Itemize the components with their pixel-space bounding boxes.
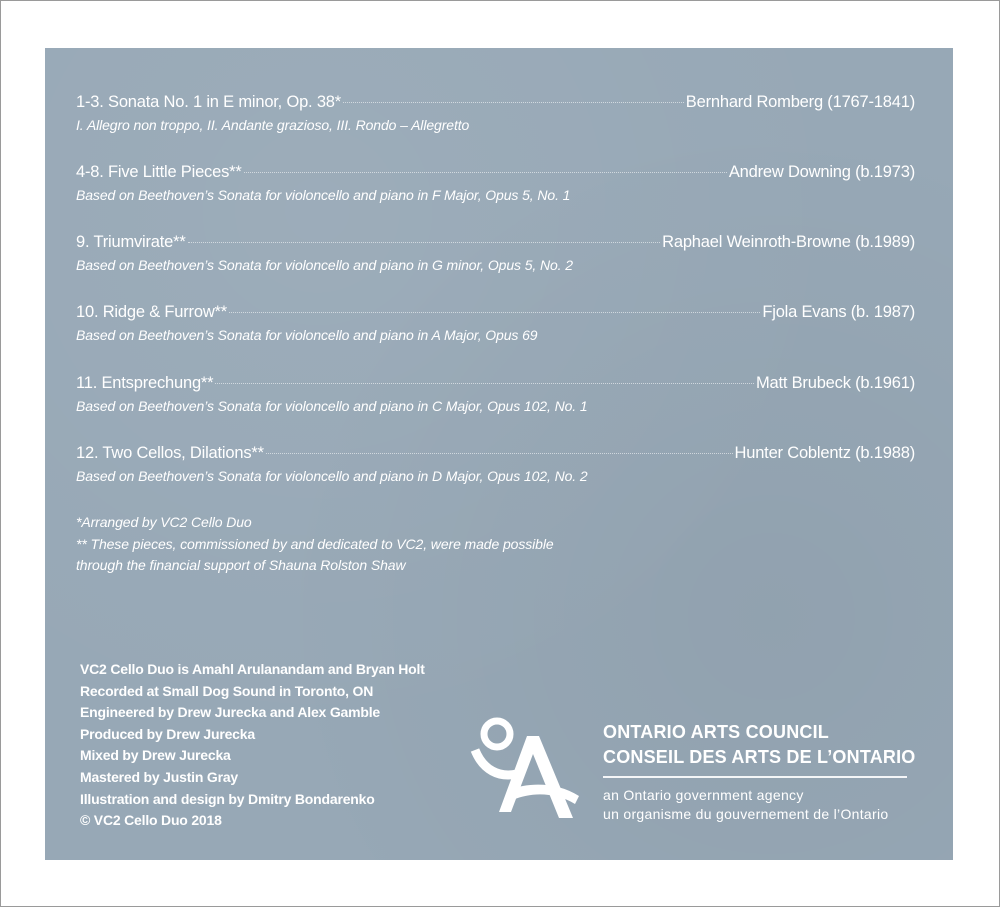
oac-name-en: ONTARIO ARTS COUNCIL xyxy=(603,722,829,742)
dot-leader xyxy=(244,172,727,173)
footnotes xyxy=(76,512,554,577)
credit-line: Illustration and design by Dmitry Bondarenko xyxy=(80,790,375,807)
track-entry xyxy=(76,93,915,133)
track-title: 9. Triumvirate** xyxy=(76,233,186,251)
credit-line: Engineered by Drew Jurecka and Alex Gamble xyxy=(80,704,380,721)
credit-line: © VC2 Cello Duo 2018 xyxy=(80,812,222,829)
footnote-commissioned-cont: through the financial support of Shauna Rolston Shaw xyxy=(76,557,406,573)
footnote-arranged: *Arranged by VC2 Cello Duo xyxy=(76,514,252,530)
track-note: I. Allegro non troppo, II. Andante grazioso, III. Rondo – Allegretto xyxy=(76,117,470,133)
track-title: 12. Two Cellos, Dilations** xyxy=(76,444,264,462)
track-entry xyxy=(76,303,915,343)
track-composer: Matt Brubeck (b.1961) xyxy=(755,374,915,392)
dot-leader xyxy=(266,453,733,454)
credit-line: Recorded at Small Dog Sound in Toronto, ON xyxy=(80,682,374,699)
credit-line: VC2 Cello Duo is Amahl Arulanandam and Bryan Holt xyxy=(80,661,425,677)
dot-leader xyxy=(215,383,754,384)
oac-agency-fr: un organisme du gouvernement de l’Ontario xyxy=(603,805,889,822)
track-composer: Raphael Weinroth-Browne (b.1989) xyxy=(662,233,915,251)
track-entry xyxy=(76,444,915,484)
track-title: 10. Ridge & Furrow** xyxy=(76,303,227,321)
track-title: 4-8. Five Little Pieces** xyxy=(76,163,242,181)
back-cover-panel xyxy=(45,48,953,860)
track-note: Based on Beethoven’s Sonata for violoncello and piano in F Major, Opus 5, No. 1 xyxy=(76,187,571,203)
track-composer: Hunter Coblentz (b.1988) xyxy=(734,444,915,462)
credit-line: Mastered by Justin Gray xyxy=(80,768,239,785)
track-title: 1-3. Sonata No. 1 in E minor, Op. 38* xyxy=(76,93,342,111)
track-composer: Bernhard Romberg (1767-1841) xyxy=(685,93,915,111)
track-title: 11. Entsprechung** xyxy=(76,374,214,392)
track-note: Based on Beethoven’s Sonata for violoncello and piano in A Major, Opus 69 xyxy=(76,327,538,343)
track-entry xyxy=(76,163,915,203)
dot-leader xyxy=(343,102,684,103)
track-entry xyxy=(76,233,915,273)
track-composer: Fjola Evans (b. 1987) xyxy=(762,303,915,321)
track-note: Based on Beethoven’s Sonata for violoncello and piano in D Major, Opus 102, No. 2 xyxy=(76,468,588,484)
credit-line: Mixed by Drew Jurecka xyxy=(80,747,231,764)
credit-line: Produced by Drew Jurecka xyxy=(80,725,255,742)
dot-leader xyxy=(188,242,661,243)
credits-list xyxy=(80,659,425,832)
track-composer: Andrew Downing (b.1973) xyxy=(728,163,915,181)
oac-agency-en: an Ontario government agency xyxy=(603,786,804,803)
track-entry xyxy=(76,374,915,414)
dot-leader xyxy=(229,312,760,313)
oac-name-fr: CONSEIL DES ARTS DE L’ONTARIO xyxy=(603,747,916,767)
oac-logo-icon xyxy=(469,708,589,828)
track-note: Based on Beethoven’s Sonata for violoncello and piano in G minor, Opus 5, No. 2 xyxy=(76,257,573,273)
track-note: Based on Beethoven’s Sonata for violoncello and piano in C Major, Opus 102, No. 1 xyxy=(76,398,588,414)
oac-identity xyxy=(603,720,916,824)
oac-divider xyxy=(603,776,907,778)
footnote-commissioned: ** These pieces, commissioned by and dedicated to VC2, were made possible xyxy=(76,535,554,552)
